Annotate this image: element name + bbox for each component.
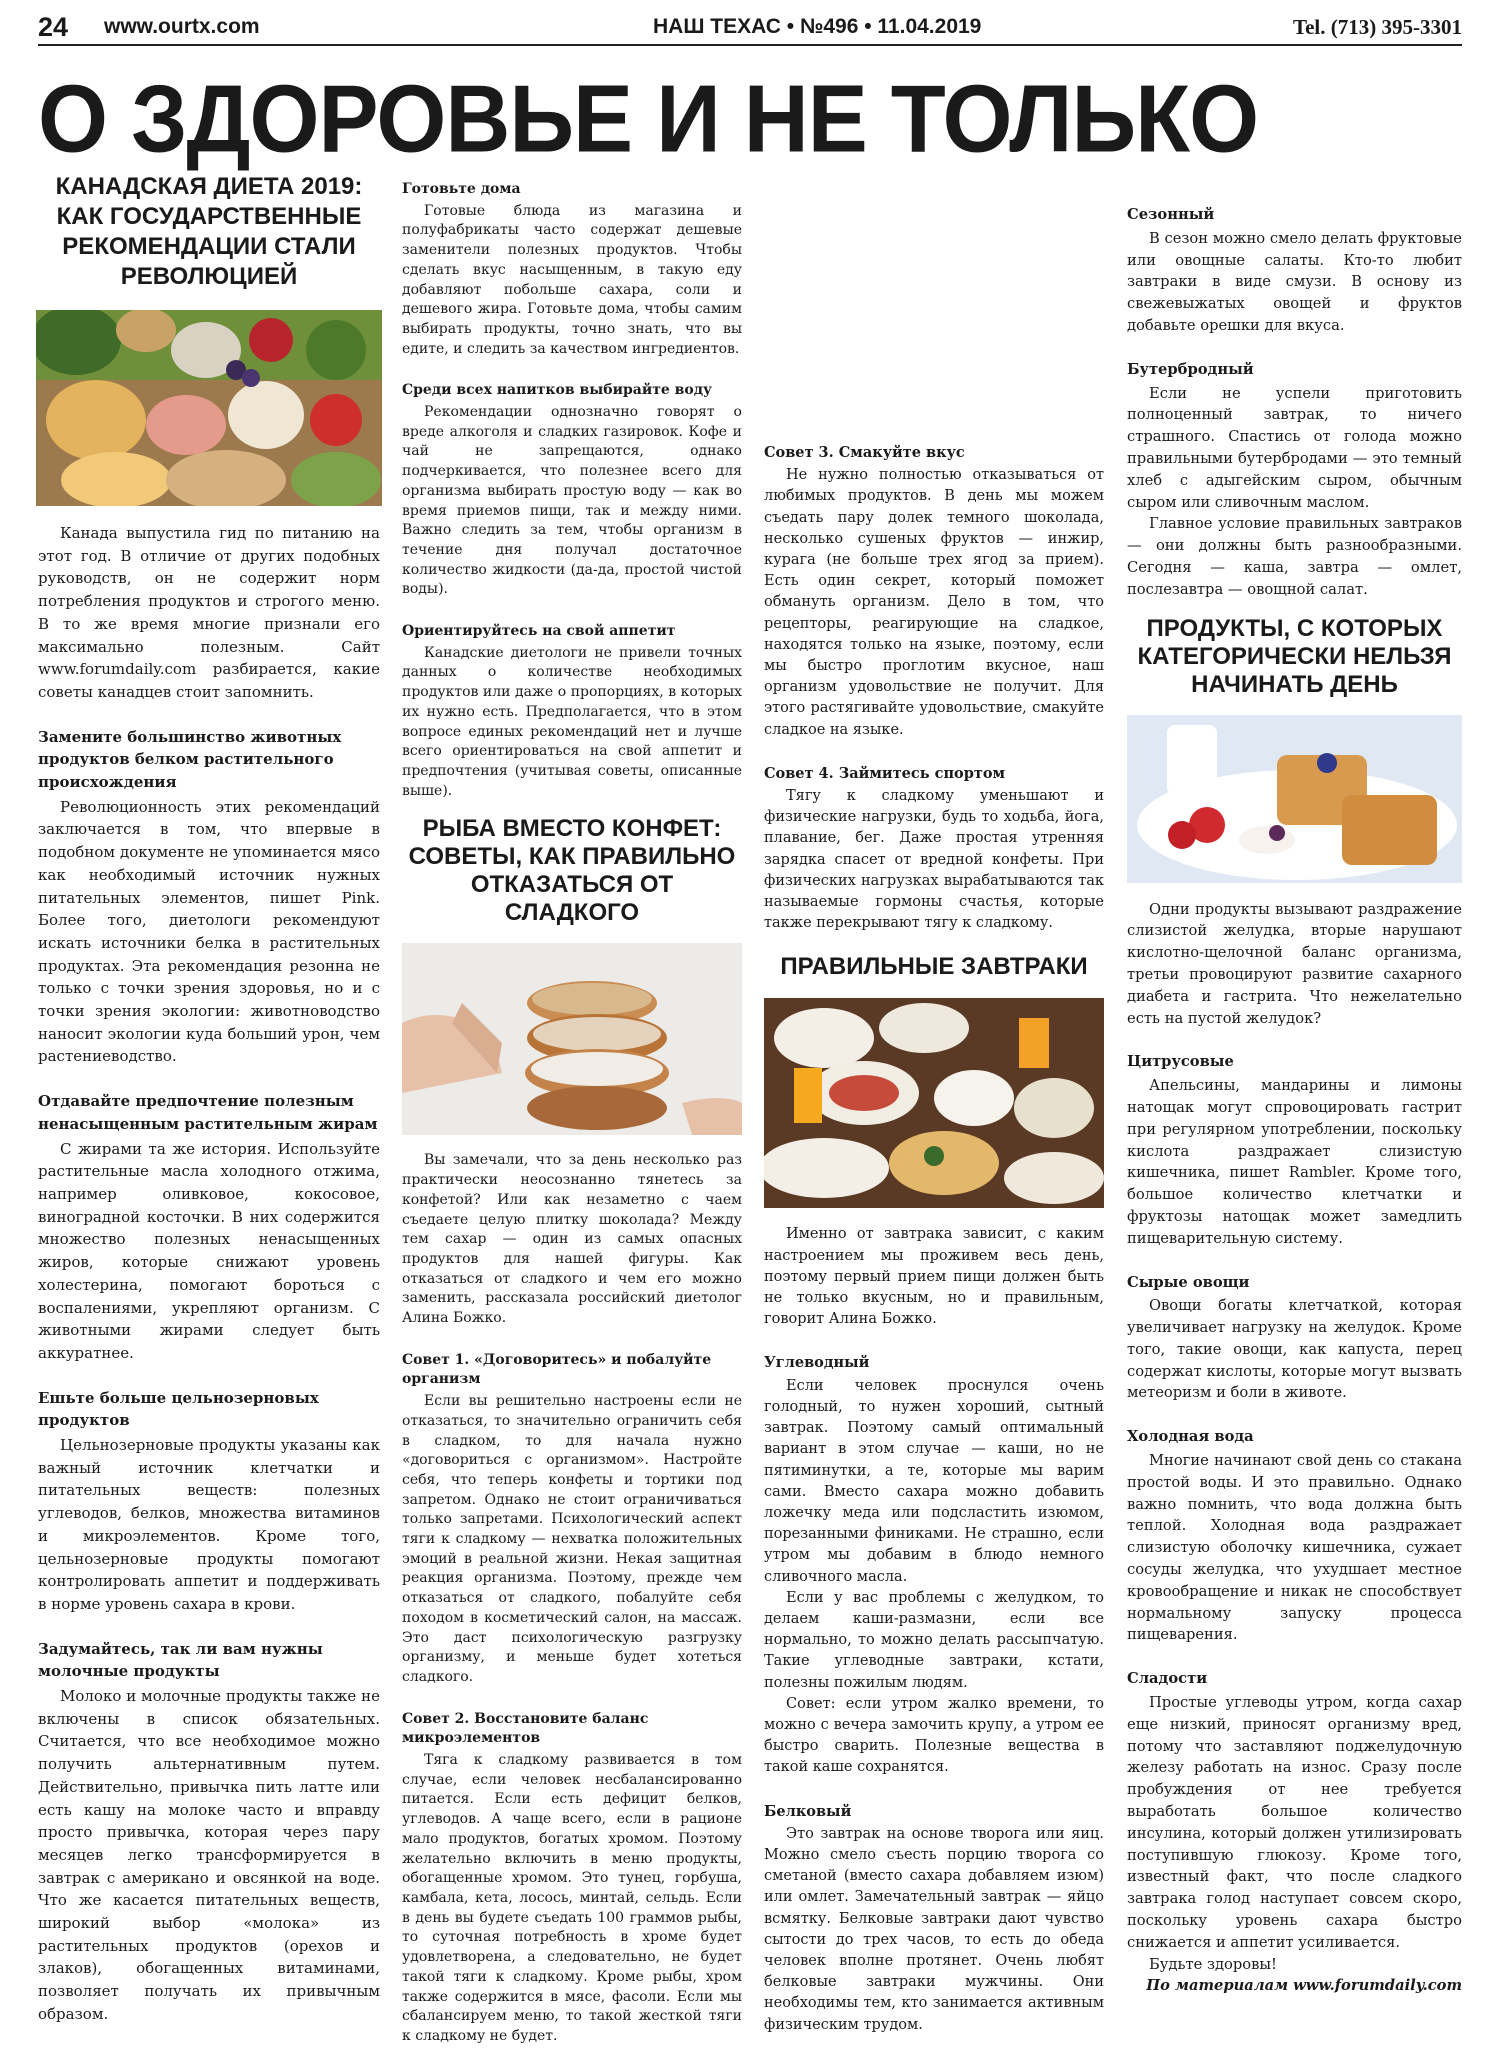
column-3 [764,172,1104,2050]
subheading: Среди всех напитков выбирайте воду [402,382,713,399]
paragraph: Рекомендации однозначно говорят о вреде алкоголя и сладких газировок. Кофе и чай не запрещаются, однако подчеркивается, что полезнее всего для организма выбирать простую воду — как во время приемов пищи, так и между ними. Важно следить за тем, чтобы организм в течение дня получал достаточное количество жидкости (да-да, простой чистой воды). [402,404,742,598]
phone-number: Tel. (713) 395-3301 [1293,15,1462,39]
subheading: Совет 4. Займитесь спортом [764,764,1006,782]
paragraph: Готовые блюда из магазина и полуфабрикаты часто содержат дешевые заменители полезных продуктов. Чтобы сделать вкус насыщенным, в такую еду добавляют побольше сахара, соли и дешевого жира. Готовьте дома, чтобы самим выбирать продукты, точно знать, что вы едите, и следить за качеством ингредиентов. [402,202,742,357]
column-4 [1127,86,1462,2011]
paragraph: С жирами та же история. Используйте растительные масла холодного отжима, например оливковое, кокосовое, виноградной косточки. В них содержится множество полезных ненасыщенных жиров, которые снижают уровень холестерина, помогают бороться с воспалениями, укрепляют организм. С животными жирами следует быть аккуратнее. [38,1139,380,1362]
paragraph: Простые углеводы утром, когда сахар еще низкий, приносят организму вред, потому что заставляют поджелудочную железу работать на износ. Сразу после пробуждения от нее требуется выработать большое количество инсулина, который должен утилизировать поступившую глюкозу. Кроме того, известный факт, что после сладкого завтрака голод наступает совсем скоро, поскольку уровень сахара быстро снижается и аппетит усиливается. [1127,1694,1462,1951]
subheading: Углеводный [764,1354,870,1372]
column-1 [38,172,380,2040]
paragraph: Если у вас проблемы с желудком, то делаем каши-размазни, если все нормально, то можно делать рассыпчатую. Такие углеводные завтраки, кстати, полезны пожилым людям. [764,1589,1104,1691]
subheading: Замените большинство животных продуктов белком растительного происхождения [38,727,342,792]
subheading: Готовьте дома [402,181,521,197]
subheading: Холодная вода [1127,1428,1254,1446]
article-intro: Именно от завтрака зависит, с каким настроением мы проживем весь день, поэтому первый прием пищи должен быть не только вкусным, но и правильным, говорит Алина Божко. [764,1226,1104,1328]
subheading: Ешьте больше цельнозерновых продуктов [38,1388,319,1430]
paragraph: Революционность этих рекомендаций заключается в том, что впервые в подобном документе не упоминается мясо как необходимый источник нужных питательных элементов, пишет Pink. Более того, диетологи рекомендуют искать источники белка в растительных продуктах. Эта рекомендация резонна не только с точки зрения здоровья, но и с точки зрения экологии: животноводство наносит экологии куда больший урон, чем растениеводство. [38,797,380,1066]
subheading: Сырые овощи [1127,1273,1250,1291]
article-intro: Вы замечали, что за день несколько раз практически неосознанно тянетесь за конфетой? Или как незаметно с чаем съедаете целую плитку шоколада? Между тем сахар — один из самых опасных продуктов для нашей фигуры. Как отказаться от сладкого и чем его можно заменить, рассказала российский диетолог Алина Божко. [402,1152,742,1327]
paragraph: В сезон можно смело делать фруктовые или овощные салаты. Кто-то любит завтраки в виде смузи. В основу из свежевыжатых овощей и фруктов добавьте орешки для вкуса. [1127,229,1462,334]
article-intro: Одни продукты вызывают раздражение слизистой желудка, вторые нарушают кислотно-щелочной баланс организма, третьи провоцируют развитие сахарного диабета и гастрита. Что нежелательно есть на пустой желудок? [1127,900,1462,1027]
article-title-canada-diet: КАНАДСКАЯ ДИЕТА 2019: КАК ГОСУДАРСТВЕННЫЕ РЕКОМЕНДАЦИИ СТАЛИ РЕВОЛЮЦИЕЙ [55,173,363,290]
paragraph: Если не успели приготовить полноценный завтрак, то ничего страшного. Спастись от голода можно правильными бутербродами — это темный хлеб с адыгейским сыром, обычным сыром или сливочным маслом. [1127,384,1462,511]
subheading: Задумайтесь, так ли вам нужны молочные продукты [38,1639,323,1681]
food-photo [36,310,382,506]
page-number: 24 [38,12,69,42]
subheading: Сезонный [1127,206,1215,223]
page-header [38,12,1462,46]
subheading: Совет 2. Восстановите баланс микроэлементов [402,1710,649,1747]
source-credit: По материалам www.forumdaily.com [1146,1977,1462,1995]
paragraph: Овощи богаты клетчаткой, которая увеличивает нагрузку на желудок. Кроме того, такие овощи, как капуста, перец содержат кислоты, которые могут вызвать метеоризм и боли в животе. [1127,1297,1462,1402]
article-intro: Канада выпустила гид по питанию на этот год. В отличие от других подобных руководств, он не содержит норм потребления продуктов и строгого меню. В то же время многие признали его максимально полезным. Сайт www.forumdaily.com разбирается, какие советы канадцев стоит запомнить. [38,524,380,701]
paragraph: Цельнозерновые продукты указаны как важный источник клетчатки и питательных веществ: полезных углеводов, белков, множества витаминов и микроэлементов. Кроме того, цельнозерновые продукты помогают контролировать аппетит и поддерживать в норме уровень сахара в крови. [38,1436,380,1613]
paragraph: Если вы решительно настроены если не отказаться, то значительно ограничить себя в сладком, то для начала нужно «договориться с организмом». Настройте себя, что теперь конфеты и тортики под запретом. Однако не стоит ограничиваться только запретами. Психологический аспект тяги к сладкому — нехватка положительных эмоций в реальной жизни. Некая защитная реакция организма. Поэтому, прежде чем отказаться от сладкого, побалуйте себя походом в косметический салон, на массаж. Это даст психологическую разгрузку организму, и меньше будет хотеться сладкого. [402,1393,742,1685]
subheading: Совет 3. Смакуйте вкус [764,444,965,461]
article-title-fish-instead-of-candy: РЫБА ВМЕСТО КОНФЕТ: СОВЕТЫ, КАК ПРАВИЛЬНО ОТКАЗАТЬСЯ ОТ СЛАДКОГО [408,815,736,927]
paragraph: Тяга к сладкому развивается в том случае, если человек несбалансированно питается. Если есть дефицит белков, углеводов. А чаще всего, если в рационе мало продуктов, богатых хромом. Поэтому желательно включить в меню продукты, обогащенные хромом. Это тунец, горбуша, камбала, кета, лосось, минтай, сельдь. Если в день вы будете съедать 100 граммов рыбы, то суточная потребность в хроме будет удовлетворена, а следовательно, не будет такой тяги к сладкому. Кроме рыбы, хром также содержится в мясе, фасоли. Если мы сбалансируем меню, то такой жесткой тяги к сладкому не будет. [402,1752,742,2044]
paragraph: Молоко и молочные продукты также не включены в список обязательных. Считается, что все необходимое можно получить альтернативным путем. Действительно, привычка пить латте или есть кашу на молоке часто и вправду просто привычка, которая через пару месяцев легко трансформируется в завтрак с американо и овсянкой на воде. Что же касается питательных веществ, широкий выбор «молока» из растительных продуктов (орехов и злаков), обогащенных витаминами, позволяет получать их привычным образом. [38,1687,380,2023]
paragraph: Канадские диетологи не привели точных данных о количестве необходимых продуктов или даже о пропорциях, в которых их нужно есть. Предполагается, что в этом вопросе единых рекомендаций нет и лучше всего ориентироваться на свой аппетит и предпочтения (учитывая советы, описанные выше). [402,644,742,799]
paragraph: Многие начинают свой день со стакана простой воды. И это правильно. Однако важно помнить, что вода должна быть теплой. Холодная вода раздражает слизистую оболочку кишечника, сужает сосуды желудка, что ухудшает местное кровообращение и никак не способствует нормальному запуску процесса пищеварения. [1127,1452,1462,1644]
column-2 [402,172,742,2047]
subheading: Цитрусовые [1127,1053,1234,1071]
article-title-right-breakfasts: ПРАВИЛЬНЫЕ ЗАВТРАКИ [780,953,1088,981]
subheading: Сладости [1127,1670,1208,1688]
page-headline: О ЗДОРОВЬЕ И НЕ ТОЛЬКО [38,66,1259,173]
website-link[interactable]: www.ourtx.com [104,15,260,38]
waffles-photo [1127,715,1462,883]
paragraph: Если человек проснулся очень голодный, то нужен хороший, сытный завтрак. Поэтому самый оптимальный вариант в этом случае — каши, но не пятиминутки, а те, которые мы варим сами. Вместо сахара можно добавить ложечку меда или подсластить изюмом, порезанными финиками. Не страшно, если утром мы добавим в блюдо немного сливочного масла. [764,1377,1104,1585]
closing-line: Будьте здоровы! [1149,1955,1277,1973]
paragraph: Это завтрак на основе творога или яиц. Можно смело съесть порцию творога со сметаной (вместо сахара добавляем изюм) или омлет. Замечательный завтрак — яйцо всмятку. Белковые завтраки дают чувство сытости до трех часов, то есть до обеда человек вполне протянет. Очень любят белковые завтраки мужчины. Они необходимы тем, кто занимается активным физическим трудом. [764,1825,1104,2033]
paragraph: Не нужно полностью отказываться от любимых продуктов. В день мы можем съедать пару долек темного шоколада, несколько сушеных фруктов — инжир, курага (не больше трех ягод за прием). Есть один секрет, который поможет обмануть организм. Дело в том, что рецепторы, реагирующие на сладкое, находятся только на языке, поэтому, если мы быстро проглотим вкусное, наш организм удовольствие не получит. Для этого растягивайте удовольствие, смакуйте сладкое на языке. [764,467,1104,738]
paragraph: Тягу к сладкому уменьшают и физические нагрузки, будь то ходьба, йога, плавание, бег. Даже простая утренняя зарядка спасет от вредной конфеты. При физических нагрузках вырабатываются так называемые гормоны счастья, которые также перекрывают тягу к сладкому. [764,788,1104,932]
paragraph: Главное условие правильных завтраков — они должны быть разнообразными. Сегодня — каша, завтра — омлет, послезавтра — овощной салат. [1127,515,1462,598]
issue-info: НАШ ТЕХАС • №496 • 11.04.2019 [653,15,982,38]
subheading: Совет 1. «Договоритесь» и побалуйте организм [402,1351,712,1388]
donuts-photo [402,943,742,1135]
breakfast-photo [764,998,1104,1208]
subheading: Отдавайте предпочтение полезным ненасыщенным растительным жирам [38,1092,378,1133]
subheading: Бутербродный [1127,360,1254,378]
paragraph: Апельсины, мандарины и лимоны натощак могут спровоцировать гастрит при регулярном употреблении, поскольку кислота раздражает слизистую кишечника, пишет Rambler. Кроме того, большое количество клетчатки и фруктозы натощак может замедлить пищеварительную систему. [1127,1077,1462,1247]
subheading: Ориентируйтесь на свой аппетит [402,623,676,640]
subheading: Белковый [764,1802,852,1820]
article-title-forbidden-products: ПРОДУКТЫ, С КОТОРЫХ КАТЕГОРИЧЕСКИ НЕЛЬЗЯ НАЧИНАТЬ ДЕНЬ [1137,614,1452,698]
paragraph: Совет: если утром жалко времени, то можно с вечера замочить крупу, а утром ее быстро сварить. Полезные вещества в такой каше сохранятся. [764,1695,1104,1776]
